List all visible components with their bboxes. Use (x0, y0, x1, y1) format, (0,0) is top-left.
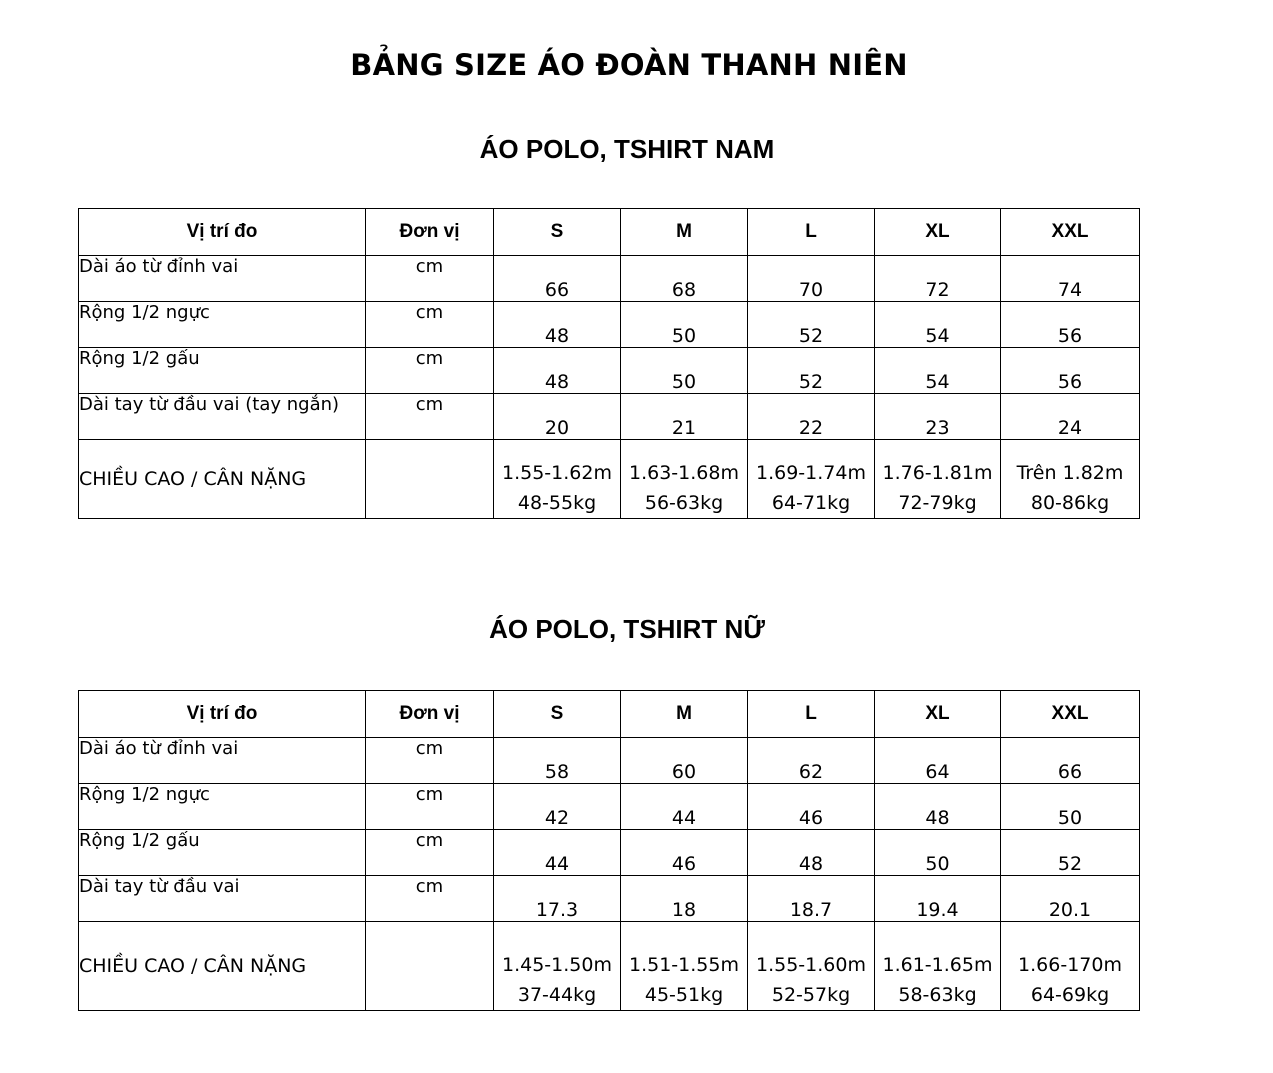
height-weight-row (79, 440, 1140, 519)
cell-value: 56 (1001, 348, 1140, 394)
header-size-s: S (494, 691, 621, 738)
weight-range: 52-57kg (771, 984, 851, 1006)
cell-value: 54 (875, 348, 1001, 394)
table-header-row (79, 691, 1140, 738)
cell-value: 48 (494, 348, 621, 394)
row-label: CHIỀU CAO / CÂN NẶNG (79, 922, 366, 1011)
cell-value: 62 (748, 738, 875, 784)
height-range: Trên 1.82m (1016, 462, 1124, 484)
empty-unit-cell (366, 440, 494, 519)
cell-value: 48 (875, 784, 1001, 830)
page-title: BẢNG SIZE ÁO ĐOÀN THANH NIÊN (350, 48, 908, 82)
table-row (79, 302, 1140, 348)
row-label: Rộng 1/2 gấu (79, 348, 366, 394)
header-size-m: M (621, 691, 748, 738)
cell-value: 64 (875, 738, 1001, 784)
weight-range: 56-63kg (644, 492, 724, 514)
row-label: Dài áo từ đỉnh vai (79, 738, 366, 784)
header-size-xxl: XXL (1001, 691, 1140, 738)
row-label: Rộng 1/2 ngực (79, 302, 366, 348)
height-range: 1.76-1.81m (882, 462, 993, 484)
weight-range: 45-51kg (644, 984, 724, 1006)
row-unit: cm (366, 738, 494, 784)
row-unit: cm (366, 348, 494, 394)
header-measure-position: Vị trí đo (79, 691, 366, 738)
height-range: 1.51-1.55m (629, 954, 739, 976)
header-size-l: L (748, 691, 875, 738)
weight-range: 37-44kg (517, 984, 597, 1006)
row-label: Rộng 1/2 gấu (79, 830, 366, 876)
cell-value: 50 (621, 348, 748, 394)
cell-value: 20.1 (1001, 876, 1140, 922)
cell-value: 66 (494, 256, 621, 302)
height-weight-row (79, 922, 1140, 1011)
table-row (79, 394, 1140, 440)
height-weight-cell (494, 922, 621, 1011)
empty-unit-cell (366, 922, 494, 1011)
cell-value: 54 (875, 302, 1001, 348)
table-row (79, 876, 1140, 922)
cell-value: 19.4 (875, 876, 1001, 922)
row-label: Dài tay từ đầu vai (79, 876, 366, 922)
weight-range: 64-71kg (771, 492, 851, 514)
cell-value: 22 (748, 394, 875, 440)
weight-range: 58-63kg (898, 984, 977, 1006)
row-label: Dài áo từ đỉnh vai (79, 256, 366, 302)
cell-value: 17.3 (494, 876, 621, 922)
cell-value: 46 (748, 784, 875, 830)
cell-value: 50 (621, 302, 748, 348)
cell-value: 44 (494, 830, 621, 876)
table-row (79, 830, 1140, 876)
header-size-s: S (494, 209, 621, 256)
cell-value: 18.7 (748, 876, 875, 922)
row-unit: cm (366, 302, 494, 348)
height-weight-cell (748, 922, 875, 1011)
table-row (79, 348, 1140, 394)
height-range: 1.63-1.68m (629, 462, 739, 484)
men-size-table (78, 208, 1140, 519)
header-measure-position: Vị trí đo (79, 209, 366, 256)
weight-range: 72-79kg (898, 492, 977, 514)
cell-value: 44 (621, 784, 748, 830)
cell-value: 66 (1001, 738, 1140, 784)
row-unit: cm (366, 830, 494, 876)
cell-value: 20 (494, 394, 621, 440)
row-unit: cm (366, 256, 494, 302)
height-range: 1.61-1.65m (882, 954, 993, 976)
cell-value: 24 (1001, 394, 1140, 440)
cell-value: 50 (1001, 784, 1140, 830)
row-label: CHIỀU CAO / CÂN NẶNG (79, 440, 366, 519)
cell-value: 46 (621, 830, 748, 876)
cell-value: 23 (875, 394, 1001, 440)
height-range: 1.45-1.50m (502, 954, 612, 976)
cell-value: 74 (1001, 256, 1140, 302)
height-range: 1.69-1.74m (756, 462, 866, 484)
cell-value: 48 (748, 830, 875, 876)
cell-value: 50 (875, 830, 1001, 876)
height-weight-cell (1001, 440, 1140, 519)
height-weight-cell (875, 440, 1001, 519)
height-weight-cell (621, 440, 748, 519)
cell-value: 21 (621, 394, 748, 440)
cell-value: 18 (621, 876, 748, 922)
table-header-row (79, 209, 1140, 256)
row-label: Rộng 1/2 ngực (79, 784, 366, 830)
header-size-l: L (748, 209, 875, 256)
cell-value: 72 (875, 256, 1001, 302)
men-section-title: ÁO POLO, TSHIRT NAM (479, 134, 775, 164)
cell-value: 58 (494, 738, 621, 784)
women-section-title: ÁO POLO, TSHIRT NỮ (489, 614, 765, 644)
cell-value: 52 (748, 348, 875, 394)
header-size-m: M (621, 209, 748, 256)
cell-value: 52 (748, 302, 875, 348)
header-unit: Đơn vị (366, 209, 494, 256)
table-row (79, 256, 1140, 302)
height-range: 1.66-170m (1018, 954, 1122, 976)
row-unit: cm (366, 784, 494, 830)
height-weight-cell (875, 922, 1001, 1011)
header-unit: Đơn vị (366, 691, 494, 738)
height-weight-cell (1001, 922, 1140, 1011)
height-weight-cell (748, 440, 875, 519)
cell-value: 70 (748, 256, 875, 302)
cell-value: 52 (1001, 830, 1140, 876)
cell-value: 48 (494, 302, 621, 348)
height-range: 1.55-1.62m (502, 462, 612, 484)
header-size-xl: XL (875, 691, 1001, 738)
height-weight-cell (621, 922, 748, 1011)
weight-range: 64-69kg (1030, 984, 1110, 1006)
header-size-xxl: XXL (1001, 209, 1140, 256)
row-label: Dài tay từ đầu vai (tay ngắn) (79, 394, 366, 440)
cell-value: 60 (621, 738, 748, 784)
row-unit: cm (366, 876, 494, 922)
weight-range: 80-86kg (1030, 492, 1110, 514)
cell-value: 56 (1001, 302, 1140, 348)
table-row (79, 784, 1140, 830)
row-unit: cm (366, 394, 494, 440)
header-size-xl: XL (875, 209, 1001, 256)
height-range: 1.55-1.60m (756, 954, 866, 976)
weight-range: 48-55kg (517, 492, 597, 514)
women-size-table (78, 690, 1140, 1011)
cell-value: 42 (494, 784, 621, 830)
table-row (79, 738, 1140, 784)
height-weight-cell (494, 440, 621, 519)
cell-value: 68 (621, 256, 748, 302)
